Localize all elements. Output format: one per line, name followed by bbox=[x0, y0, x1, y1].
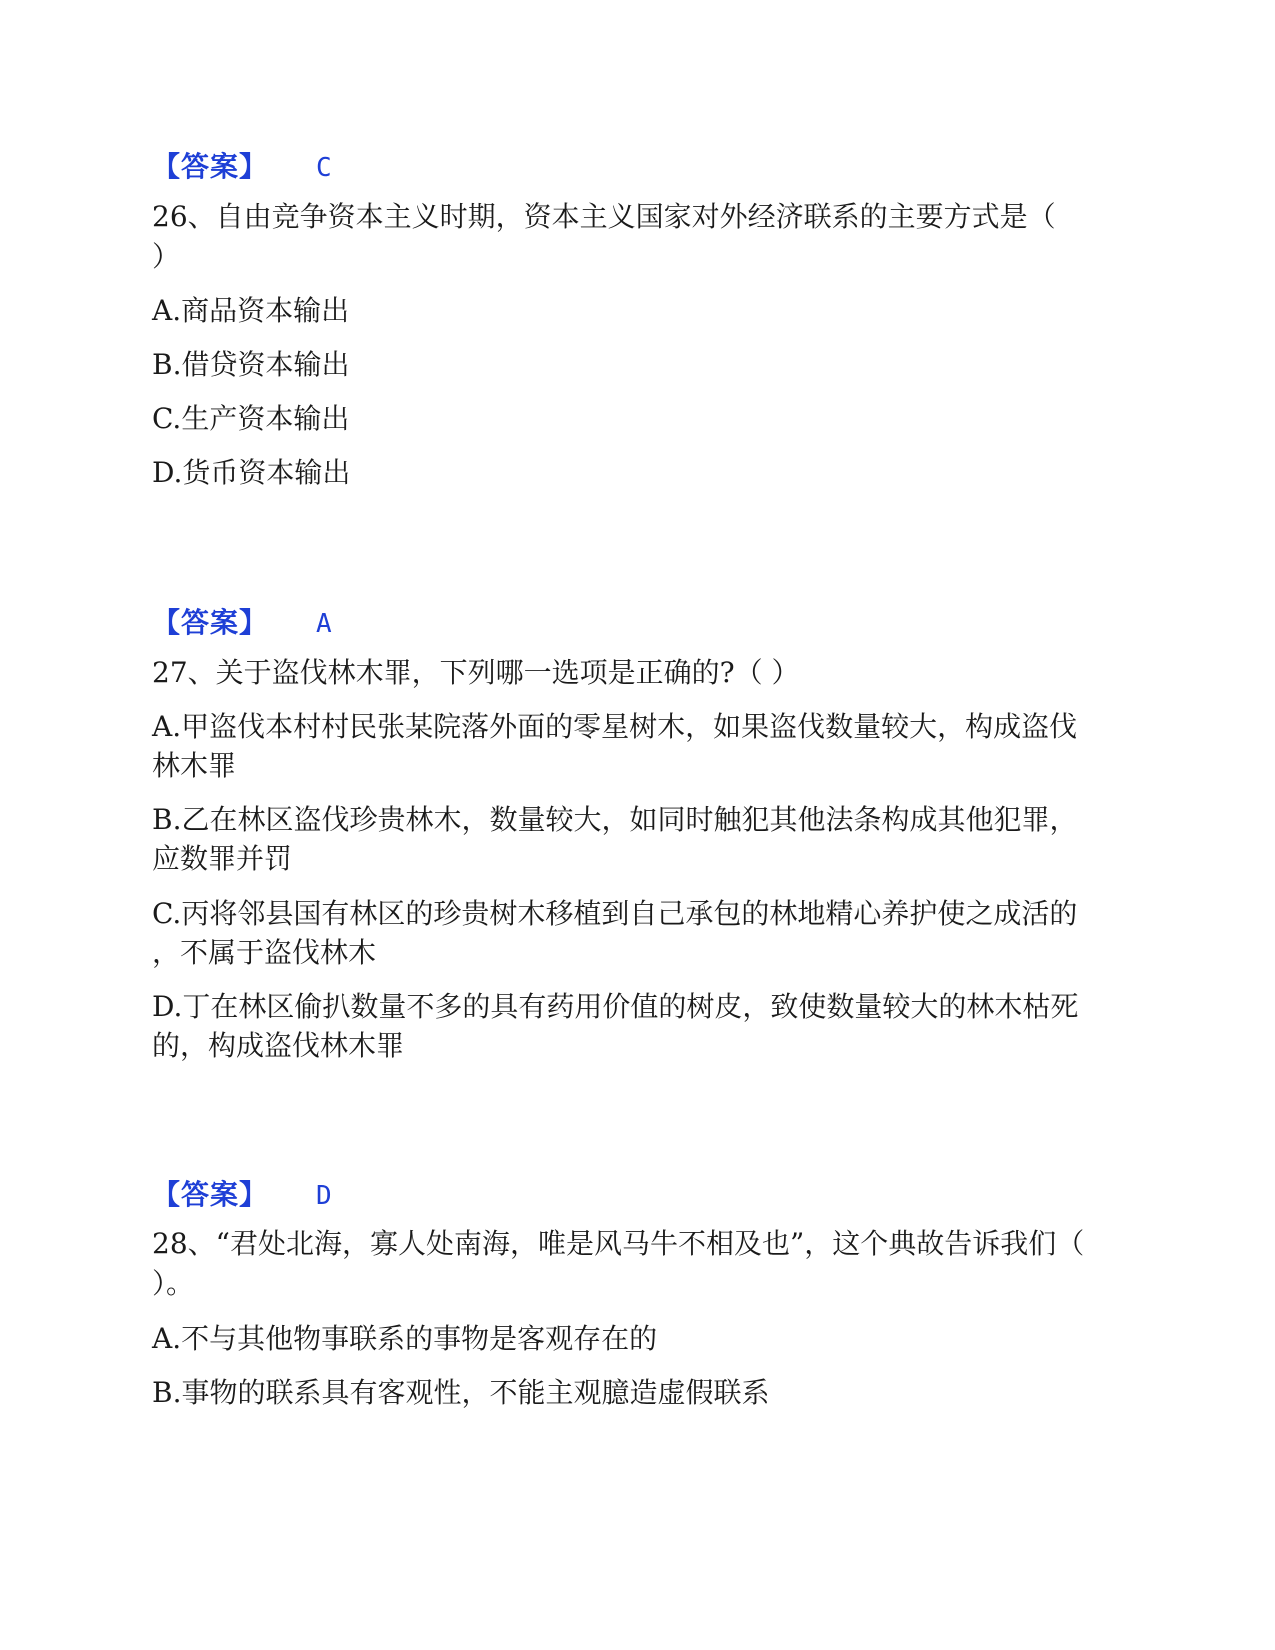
answer-label: 【答案】 bbox=[152, 1178, 269, 1211]
answer-label: 【答案】 bbox=[152, 606, 269, 639]
answer-value: D bbox=[316, 1181, 332, 1211]
answer-row bbox=[152, 1176, 332, 1215]
answer-row bbox=[152, 148, 332, 187]
option-b: B.乙在林区盗伐珍贵林木，数量较大，如同时触犯其他法条构成其他犯罪， bbox=[152, 803, 1078, 836]
option-b-continued: 应数罪并罚 bbox=[152, 842, 293, 875]
option-a: A.甲盗伐本村村民张某院落外面的零星树木，如果盗伐数量较大，构成盗伐 bbox=[152, 710, 1078, 743]
question-stem-continued: ）。 bbox=[152, 1267, 195, 1300]
option-c-continued: ，不属于盗伐林木 bbox=[152, 936, 377, 969]
option-b: B.事物的联系具有客观性，不能主观臆造虚假联系 bbox=[152, 1376, 770, 1409]
option-c: C.丙将邻县国有林区的珍贵树木移植到自己承包的林地精心养护使之成活的 bbox=[152, 897, 1078, 930]
answer-value: C bbox=[316, 153, 332, 183]
question-stem: 26、自由竞争资本主义时期，资本主义国家对外经济联系的主要方式是（ bbox=[152, 200, 1056, 233]
option-d-continued: 的，构成盗伐林木罪 bbox=[152, 1029, 405, 1062]
answer-row bbox=[152, 604, 332, 643]
option-c: C.生产资本输出 bbox=[152, 402, 350, 435]
option-a: A.商品资本输出 bbox=[152, 294, 350, 327]
option-b: B.借贷资本输出 bbox=[152, 348, 350, 381]
question-stem: 28、“君处北海，寡人处南海，唯是风马牛不相及也”，这个典故告诉我们（ bbox=[152, 1227, 1085, 1260]
answer-value: A bbox=[316, 609, 332, 639]
option-d: D.丁在林区偷扒数量不多的具有药用价值的树皮，致使数量较大的林木枯死 bbox=[152, 990, 1079, 1023]
question-stem-continued: ） bbox=[152, 240, 181, 273]
option-a-continued: 林木罪 bbox=[152, 749, 237, 782]
question-stem: 27、关于盗伐林木罪，下列哪一选项是正确的?（ ） bbox=[152, 656, 800, 689]
option-d: D.货币资本输出 bbox=[152, 456, 351, 489]
option-a: A.不与其他物事联系的事物是客观存在的 bbox=[152, 1322, 658, 1355]
answer-label: 【答案】 bbox=[152, 150, 269, 183]
